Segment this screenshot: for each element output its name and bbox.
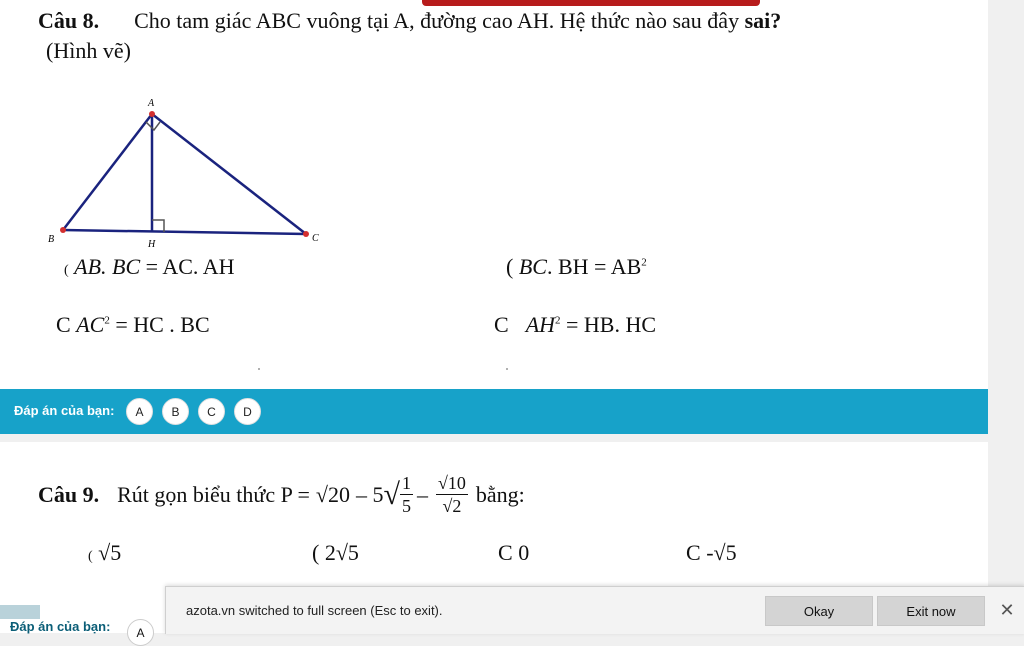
q8-a-right: = AC. AH	[145, 254, 235, 279]
bottom-answer-label: Đáp án của bạn:	[10, 619, 111, 634]
q9-tail: bằng:	[475, 481, 525, 507]
q9-d-value: -√5	[706, 540, 737, 565]
q8-d-right: = HB. HC	[566, 312, 657, 337]
q9-a-value: √5	[98, 540, 122, 565]
q9-frac-num: 1	[401, 473, 411, 493]
answer-choice-c[interactable]: C	[198, 398, 225, 425]
label-B: B	[48, 234, 55, 245]
q9-a-marker: (	[88, 549, 93, 564]
q8-b-left: BC	[518, 254, 547, 279]
q8-option-d	[494, 312, 656, 338]
q8-b-exp: 2	[641, 256, 647, 269]
notification-message: azota.vn switched to full screen (Esc to exit).	[186, 603, 443, 618]
q8-marker-b: (	[506, 254, 514, 279]
answer-label: Đáp án của bạn:	[14, 403, 115, 418]
q9-expr-2: – 5	[356, 481, 384, 507]
q8-option-c	[56, 312, 210, 338]
label-H: H	[148, 239, 156, 250]
q8-marker-a: (	[64, 263, 69, 278]
q9-c-value: 0	[518, 540, 530, 565]
q9-b-marker: (	[312, 540, 320, 565]
okay-button[interactable]: Okay	[765, 596, 873, 626]
q8-sub: (Hình vẽ)	[46, 38, 131, 63]
bottom-choice-a[interactable]: A	[127, 619, 154, 646]
q9-number: Câu 9.	[38, 481, 100, 507]
q8-number: Câu 8.	[38, 8, 100, 33]
top-accent-bar	[422, 0, 760, 6]
q9-frac2-den: √2	[442, 496, 462, 516]
q9-frac-den: 5	[401, 496, 411, 516]
q8-emph: sai?	[744, 8, 782, 33]
q9-frac2-num: √10	[437, 473, 466, 493]
q8-option-b	[506, 254, 647, 280]
separator	[0, 434, 988, 442]
q8-a-left: AB. BC	[74, 254, 141, 279]
q8-c-left: AC	[76, 312, 105, 337]
q9-option-a	[88, 540, 121, 566]
q9-title	[38, 472, 525, 517]
q8-text: Cho tam giác ABC vuông tại A, đường cao AH. Hệ thức nào sau đây	[134, 8, 745, 33]
close-icon[interactable]: ✕	[999, 599, 1015, 620]
decor-dot	[258, 368, 260, 370]
fullscreen-notification	[165, 586, 1024, 634]
q9-b-value: 2√5	[324, 540, 359, 565]
triangle-figure	[40, 92, 340, 257]
q8-c-exp: 2	[104, 314, 110, 327]
q8-d-exp: 2	[555, 314, 561, 327]
q9-c-marker: C	[498, 540, 513, 565]
sqrt-icon: √	[383, 477, 400, 511]
q8-marker-c: C	[56, 312, 71, 337]
label-A: A	[148, 98, 155, 109]
q9-frac-1	[400, 472, 413, 517]
q9-text: Rút gọn biểu thức P =	[117, 481, 310, 507]
q9-option-b	[312, 540, 359, 566]
q9-option-d	[686, 540, 737, 566]
q9-d-marker: C	[686, 540, 701, 565]
exit-now-button[interactable]: Exit now	[877, 596, 985, 626]
label-C: C	[312, 233, 319, 244]
q8-title	[38, 8, 781, 34]
decor-dot	[506, 368, 508, 370]
answer-choice-a[interactable]: A	[126, 398, 153, 425]
q8-b-right: . BH = AB	[546, 254, 642, 279]
q8-option-a	[64, 254, 235, 280]
answer-bar	[0, 389, 988, 434]
answer-choice-d[interactable]: D	[234, 398, 261, 425]
faded-element	[0, 605, 40, 619]
q9-frac-2	[436, 472, 468, 517]
q9-minus: –	[416, 481, 428, 507]
q8-d-left: AH	[525, 312, 556, 337]
answer-choice-b[interactable]: B	[162, 398, 189, 425]
q8-marker-d: C	[494, 312, 509, 337]
q9-option-c	[498, 540, 529, 566]
q9-expr-1: √20	[315, 481, 350, 507]
q8-c-right: = HC . BC	[115, 312, 210, 337]
